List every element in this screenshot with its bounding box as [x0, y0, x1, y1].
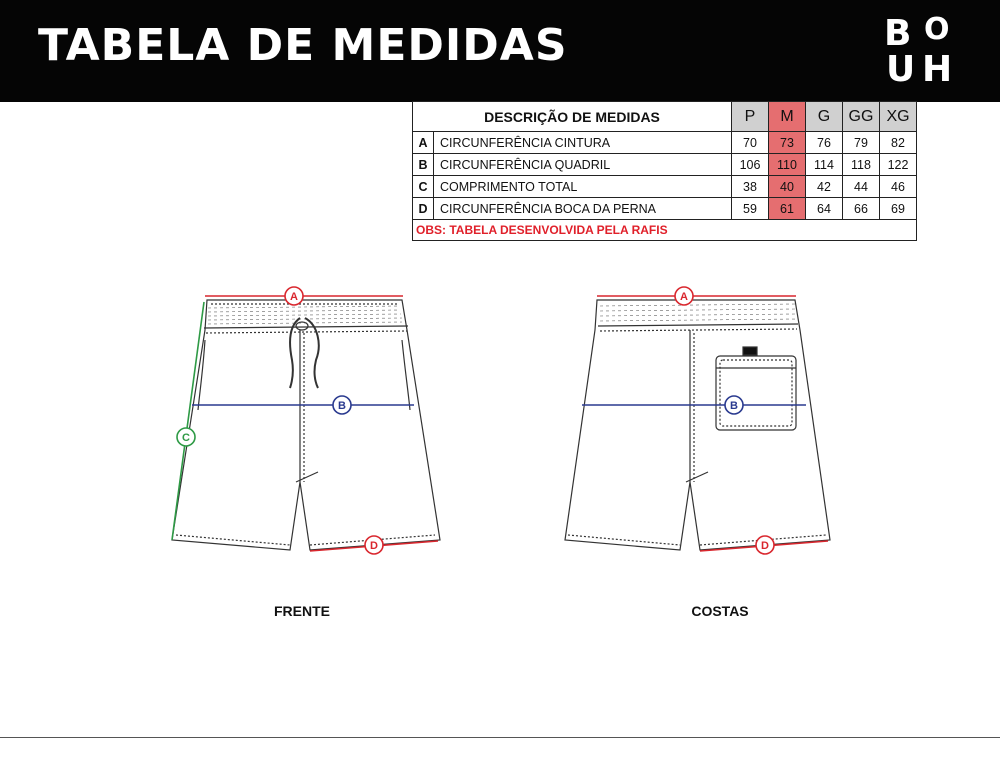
- cell-value: 70: [732, 132, 769, 154]
- cell-value: 118: [843, 154, 880, 176]
- cell-value-highlight: 61: [769, 198, 806, 220]
- cell-value: 106: [732, 154, 769, 176]
- brand-logo: B O U H: [884, 12, 953, 90]
- front-shorts-drawing: [172, 300, 440, 550]
- row-letter: A: [413, 132, 434, 154]
- cell-value: 66: [843, 198, 880, 220]
- back-marker-b: [725, 396, 743, 414]
- cell-value-highlight: 73: [769, 132, 806, 154]
- row-description: CIRCUNFERÊNCIA BOCA DA PERNA: [434, 198, 732, 220]
- page-title: TABELA DE MEDIDAS: [38, 20, 568, 71]
- marker-label-b: B: [338, 400, 346, 412]
- cell-value-highlight: 110: [769, 154, 806, 176]
- marker-label-b: B: [730, 400, 738, 412]
- marker-label-c: C: [182, 432, 190, 444]
- marker-label-d: D: [761, 540, 769, 552]
- cell-value: 42: [806, 176, 843, 198]
- table-note: OBS: TABELA DESENVOLVIDA PELA RAFIS: [413, 220, 917, 241]
- footer-divider: [0, 737, 1000, 738]
- row-description: COMPRIMENTO TOTAL: [434, 176, 732, 198]
- size-header-xg: XG: [880, 102, 917, 132]
- table-header-description: DESCRIÇÃO DE MEDIDAS: [413, 102, 732, 132]
- back-caption: COSTAS: [691, 603, 749, 619]
- front-marker-a: [285, 287, 303, 305]
- cell-value-highlight: 40: [769, 176, 806, 198]
- cell-value: 69: [880, 198, 917, 220]
- cell-value: 38: [732, 176, 769, 198]
- cell-value: 82: [880, 132, 917, 154]
- front-caption: FRENTE: [274, 603, 330, 619]
- marker-label-a: A: [290, 291, 298, 303]
- cell-value: 46: [880, 176, 917, 198]
- back-marker-a: [675, 287, 693, 305]
- cell-value: 59: [732, 198, 769, 220]
- marker-label-d: D: [370, 540, 378, 552]
- row-letter: B: [413, 154, 434, 176]
- cell-value: 44: [843, 176, 880, 198]
- cell-value: 76: [806, 132, 843, 154]
- front-marker-b: [333, 396, 351, 414]
- front-marker-c: [177, 428, 195, 446]
- row-description: CIRCUNFERÊNCIA QUADRIL: [434, 154, 732, 176]
- row-letter: D: [413, 198, 434, 220]
- size-header-m: M: [769, 102, 806, 132]
- size-header-p: P: [732, 102, 769, 132]
- cell-value: 64: [806, 198, 843, 220]
- size-header-gg: GG: [843, 102, 880, 132]
- back-shorts-drawing: [565, 300, 830, 550]
- size-header-g: G: [806, 102, 843, 132]
- cell-value: 122: [880, 154, 917, 176]
- back-marker-d: [756, 536, 774, 554]
- cell-value: 114: [806, 154, 843, 176]
- row-description: CIRCUNFERÊNCIA CINTURA: [434, 132, 732, 154]
- row-letter: C: [413, 176, 434, 198]
- front-marker-d: [365, 536, 383, 554]
- marker-label-a: A: [680, 291, 688, 303]
- cell-value: 79: [843, 132, 880, 154]
